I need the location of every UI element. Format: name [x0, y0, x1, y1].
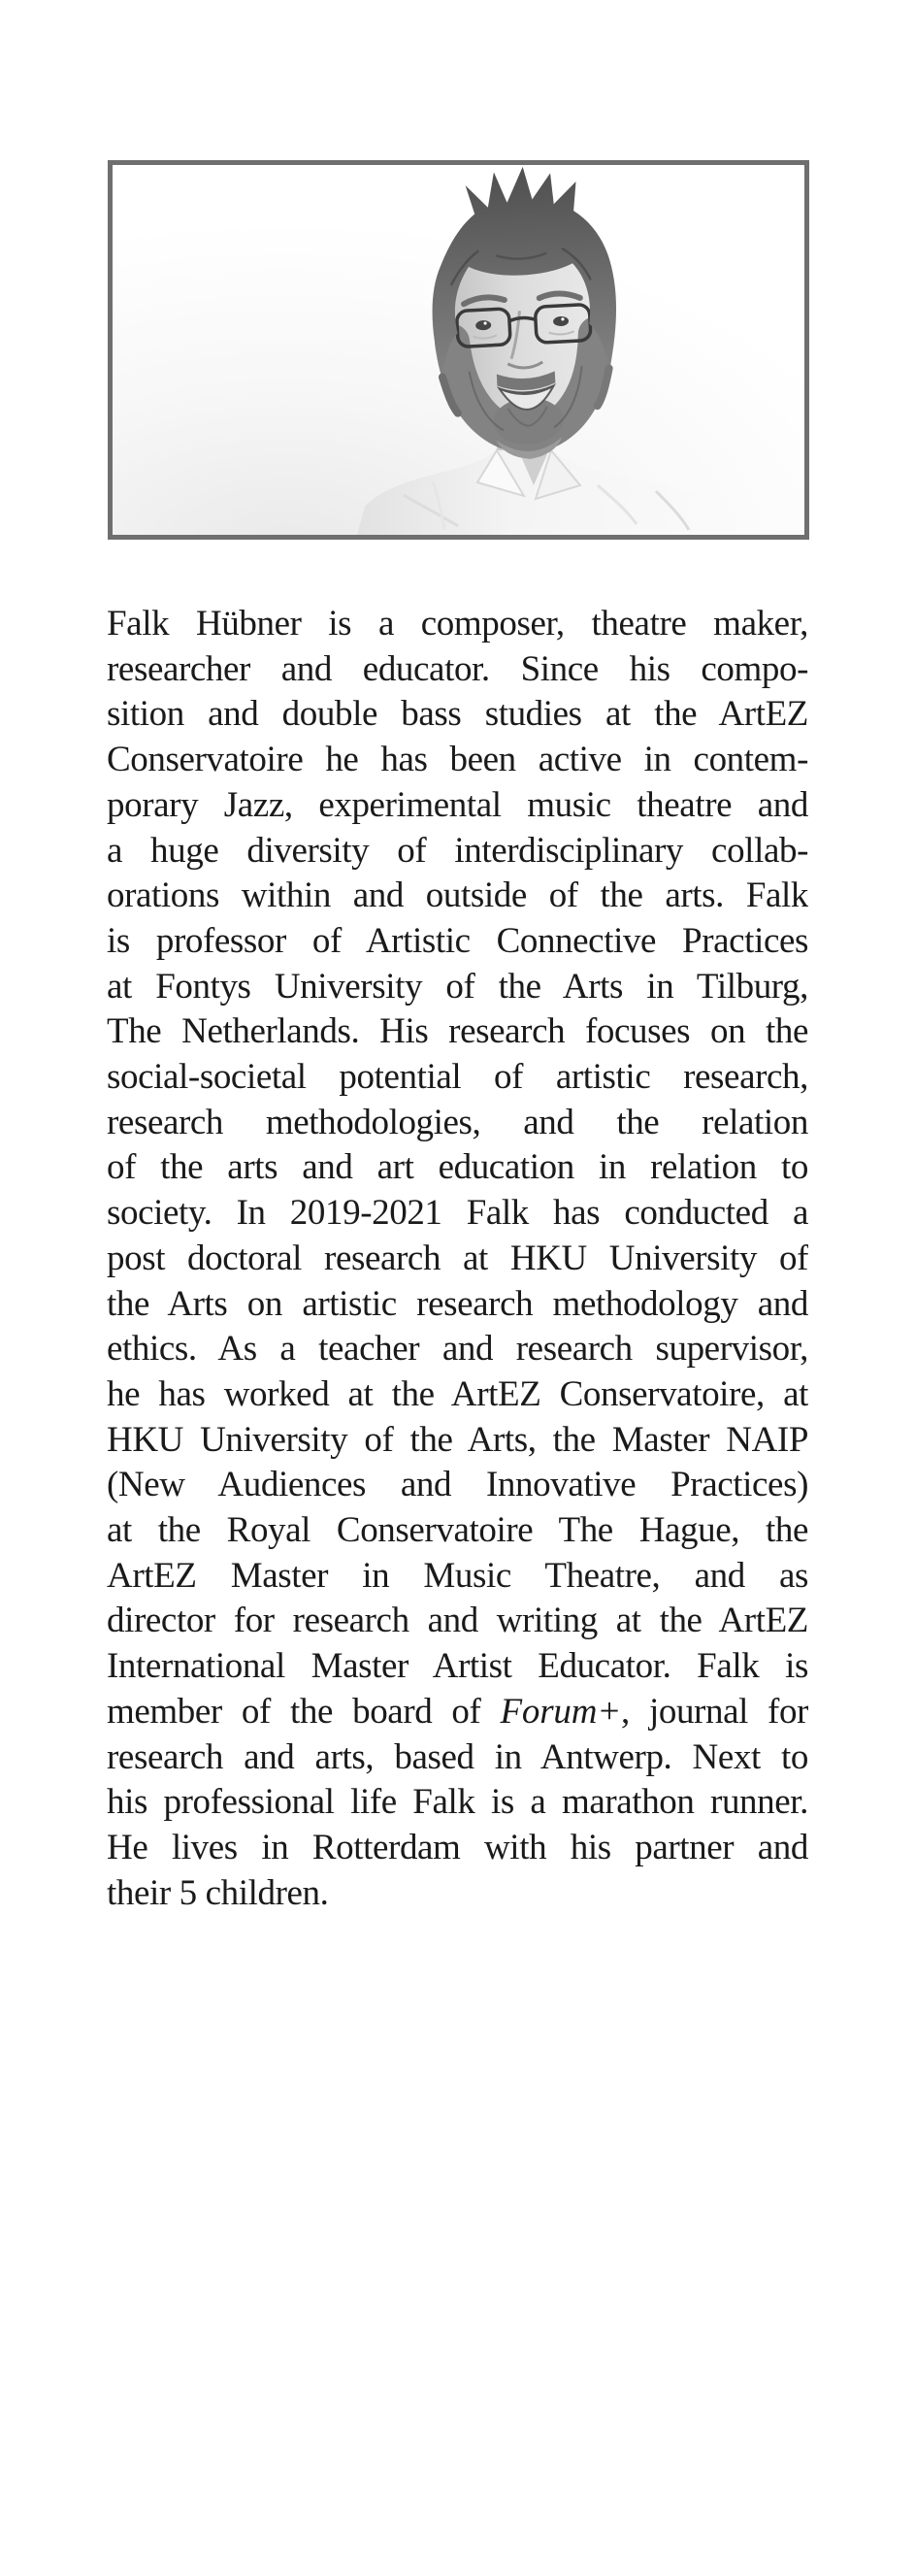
bio-line: society. In 2019-2021 Falk has conducted a	[107, 1193, 808, 1234]
bio-line: orations within and outside of the arts. Falk	[107, 875, 808, 916]
bio-line: researcher and educator. Since his compo-	[107, 648, 808, 689]
bio-line: sition and double bass studies at the ArtEZ	[107, 694, 808, 735]
bio-line: at the Royal Conservatoire The Hague, the	[107, 1510, 808, 1551]
bio-line: post doctoral research at HKU University of	[107, 1238, 808, 1278]
bio-line: HKU University of the Arts, the Master NAIP	[107, 1419, 808, 1460]
bio-line: International Master Artist Educator. Falk is	[107, 1646, 808, 1687]
bio-line: a huge diversity of interdisciplinary collab-	[107, 830, 808, 871]
bio-line: He lives in Rotterdam with his partner and	[107, 1827, 808, 1867]
bio-line: research methodologies, and the relation	[107, 1102, 808, 1142]
bio-line: The Netherlands. His research focuses on the	[107, 1011, 808, 1052]
bio-line: Conservatoire he has been active in contem-	[107, 740, 808, 780]
bio-line: his professional life Falk is a marathon runner.	[107, 1782, 808, 1823]
bio-line: their 5 children.	[107, 1872, 329, 1913]
bio-paragraph	[107, 602, 808, 1916]
bio-line: the Arts on artistic research methodology and	[107, 1283, 808, 1324]
bio-line: director for research and writing at the ArtEZ	[107, 1601, 808, 1641]
bio-line: member of the board of Forum+, journal for	[107, 1691, 808, 1732]
bio-line: porary Jazz, experimental music theatre and	[107, 784, 808, 825]
bio-line: he has worked at the ArtEZ Conservatoire, at	[107, 1373, 808, 1414]
portrait-photo	[113, 165, 804, 535]
portrait-photo-frame	[108, 160, 809, 540]
bio-line: ethics. As a teacher and research supervisor,	[107, 1329, 808, 1370]
bio-line: is professor of Artistic Connective Practices	[107, 920, 808, 961]
bio-line: ArtEZ Master in Music Theatre, and as	[107, 1555, 808, 1596]
bio-line: social-societal potential of artistic research,	[107, 1057, 808, 1098]
bio-line: (New Audiences and Innovative Practices)	[107, 1465, 808, 1505]
bio-line: of the arts and art education in relation to	[107, 1147, 808, 1188]
bio-line: research and arts, based in Antwerp. Next to	[107, 1736, 808, 1777]
bio-line: Falk Hübner is a composer, theatre maker,	[107, 604, 808, 644]
bio-line: at Fontys University of the Arts in Tilburg,	[107, 966, 808, 1007]
